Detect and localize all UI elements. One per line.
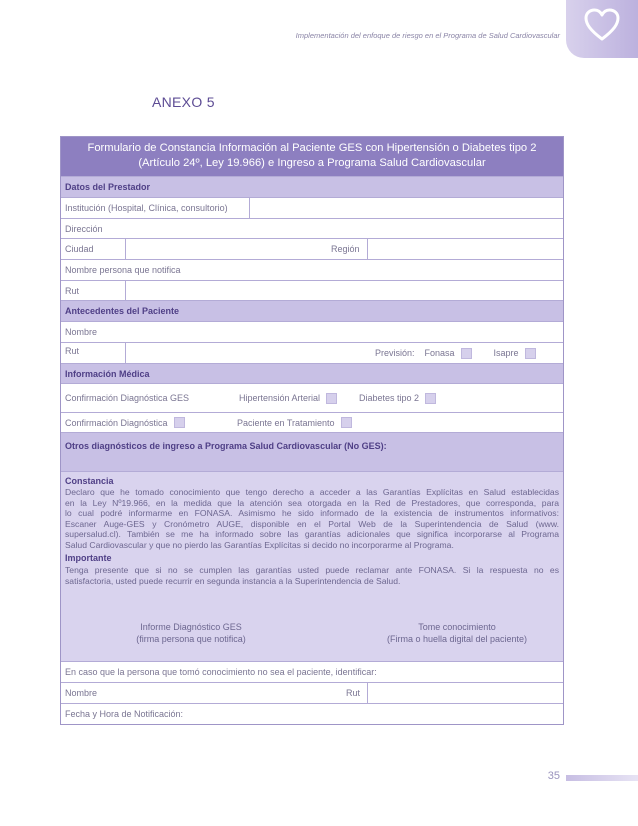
constancia-heading: Constancia xyxy=(65,476,114,486)
diabetes-group xyxy=(359,384,436,412)
firma-paciente-caption: (Firma o huella digital del paciente) xyxy=(386,634,528,644)
constancia-line: supersalud.cl). También se me ha informado sobre las garantías adicionales que significa incorporarse al Programa xyxy=(65,529,559,540)
row-fecha xyxy=(61,703,563,724)
heart-outline-icon xyxy=(584,8,620,42)
row-notifica xyxy=(61,259,563,280)
row-nombre-rut xyxy=(61,682,563,703)
rut-label: Rut xyxy=(346,688,361,698)
row-rut-prestador xyxy=(61,280,563,300)
isapre-checkbox[interactable] xyxy=(525,348,536,359)
constancia-block xyxy=(61,471,563,661)
section-otros xyxy=(61,432,563,471)
constancia-line: lo cual podré informarme en FONASA. Asimismo he sido informado de la existencia de instrumentos informativos: xyxy=(65,508,559,519)
otros-label: Otros diagnósticos de ingreso a Programa Salud Cardiovascular (No GES): xyxy=(65,441,387,451)
diabetes-label: Diabetes tipo 2 xyxy=(359,393,420,403)
prevision-group xyxy=(375,347,536,359)
footer-accent-bar xyxy=(566,775,638,781)
section-medica xyxy=(61,363,563,383)
rut-paciente-label: Rut xyxy=(65,346,80,356)
hipertension-label: Hipertensión Arterial xyxy=(239,393,321,403)
annex-title: ANEXO 5 xyxy=(152,94,215,110)
ciudad-label: Ciudad xyxy=(65,244,94,254)
section-paciente xyxy=(61,300,563,321)
row-direccion xyxy=(61,218,563,238)
nombre-label: Nombre xyxy=(65,688,98,698)
importante-line: Tenga presente que si no se cumplen las garantías usted puede reclamar ante FONASA. Si la respuesta no es xyxy=(65,565,559,575)
form-title-line-2: (Artículo 24º, Ley 19.966) e Ingreso a Programa Salud Cardiovascular xyxy=(138,157,486,169)
firma-paciente-title: Tome conocimiento xyxy=(418,622,496,632)
firma-notifica-title: Informe Diagnóstico GES xyxy=(140,622,242,632)
direccion-label: Dirección xyxy=(65,223,103,234)
row-nombre-paciente xyxy=(61,321,563,342)
tratamiento-checkbox[interactable] xyxy=(341,417,352,428)
firma-notifica-caption: (firma persona que notifica) xyxy=(136,634,246,644)
rut-prestador-field[interactable] xyxy=(126,281,563,300)
row-confirmacion xyxy=(61,412,563,432)
section-paciente-label: Antecedentes del Paciente xyxy=(65,306,180,316)
confirmacion-group xyxy=(65,413,185,432)
diabetes-checkbox[interactable] xyxy=(425,393,436,404)
confirmacion-label: Confirmación Diagnóstica xyxy=(65,417,168,428)
firma-paciente xyxy=(367,621,547,645)
constancia-line: Declaro que he tomado conocimiento que tengo derecho a acceder a las Garantías Explícitas en Salud establecidas xyxy=(65,487,559,497)
fonasa-label: Fonasa xyxy=(424,348,455,358)
hipertension-group xyxy=(239,384,337,412)
nombre-paciente-label: Nombre xyxy=(65,327,98,337)
hipertension-checkbox[interactable] xyxy=(326,393,337,404)
importante-line: satisfactoria, usted puede recurrir en segunda instancia a la Superintendencia de Salud. xyxy=(65,576,401,586)
otra-persona-label: En caso que la persona que tomó conocimiento no sea el paciente, identificar: xyxy=(65,667,377,677)
constancia-line: Salud Cardiovascular y que no pierdo las Garantías Explícitas si decido no incorporarme al Programa. xyxy=(65,540,454,550)
section-prestador xyxy=(61,176,563,197)
confirmacion-ges-label: Confirmación Diagnóstica GES xyxy=(65,393,190,403)
page-number: 35 xyxy=(547,770,560,782)
tratamiento-label: Paciente en Tratamiento xyxy=(237,417,335,428)
consent-form xyxy=(60,136,564,725)
institucion-label: Institución (Hospital, Clínica, consultorio) xyxy=(65,203,228,213)
row-ciudad xyxy=(61,238,563,259)
running-header: Implementación del enfoque de riesgo en el Programa de Salud Cardiovascular xyxy=(295,31,560,40)
prevision-label: Previsión: xyxy=(375,348,415,358)
institucion-field[interactable] xyxy=(250,198,563,218)
row-rut-paciente xyxy=(61,342,563,363)
constancia-line: en la Ley Nº19.966, en la medida que la atención sea otorgada en la Red de Prestadores, que corresponda, para xyxy=(65,497,559,508)
rut-field[interactable] xyxy=(368,683,563,703)
section-prestador-label: Datos del Prestador xyxy=(65,182,151,192)
region-field[interactable] xyxy=(368,239,563,259)
row-confirmacion-ges xyxy=(61,383,563,412)
row-institucion xyxy=(61,197,563,218)
firma-notifica xyxy=(121,621,261,645)
rut-prestador-label: Rut xyxy=(65,285,80,296)
fonasa-checkbox[interactable] xyxy=(461,348,472,359)
notifica-label: Nombre persona que notifica xyxy=(65,265,181,275)
importante-heading: Importante xyxy=(65,553,112,563)
fecha-label: Fecha y Hora de Notificación: xyxy=(65,709,184,719)
constancia-line: Escaner Auge-GES y Cronómetro AUGE, disponible en el Portal Web de la Superintendencia de Salud (www. xyxy=(65,518,559,529)
corner-tab xyxy=(566,0,638,58)
region-label: Región xyxy=(331,244,360,254)
tratamiento-group xyxy=(237,413,352,432)
form-title-line-1: Formulario de Constancia Información al Paciente GES con Hipertensión o Diabetes tipo 2 xyxy=(87,142,537,154)
row-otra-persona xyxy=(61,661,563,682)
form-title xyxy=(61,137,563,176)
isapre-label: Isapre xyxy=(493,348,519,358)
confirmacion-checkbox[interactable] xyxy=(174,417,185,428)
section-medica-label: Información Médica xyxy=(65,368,150,379)
